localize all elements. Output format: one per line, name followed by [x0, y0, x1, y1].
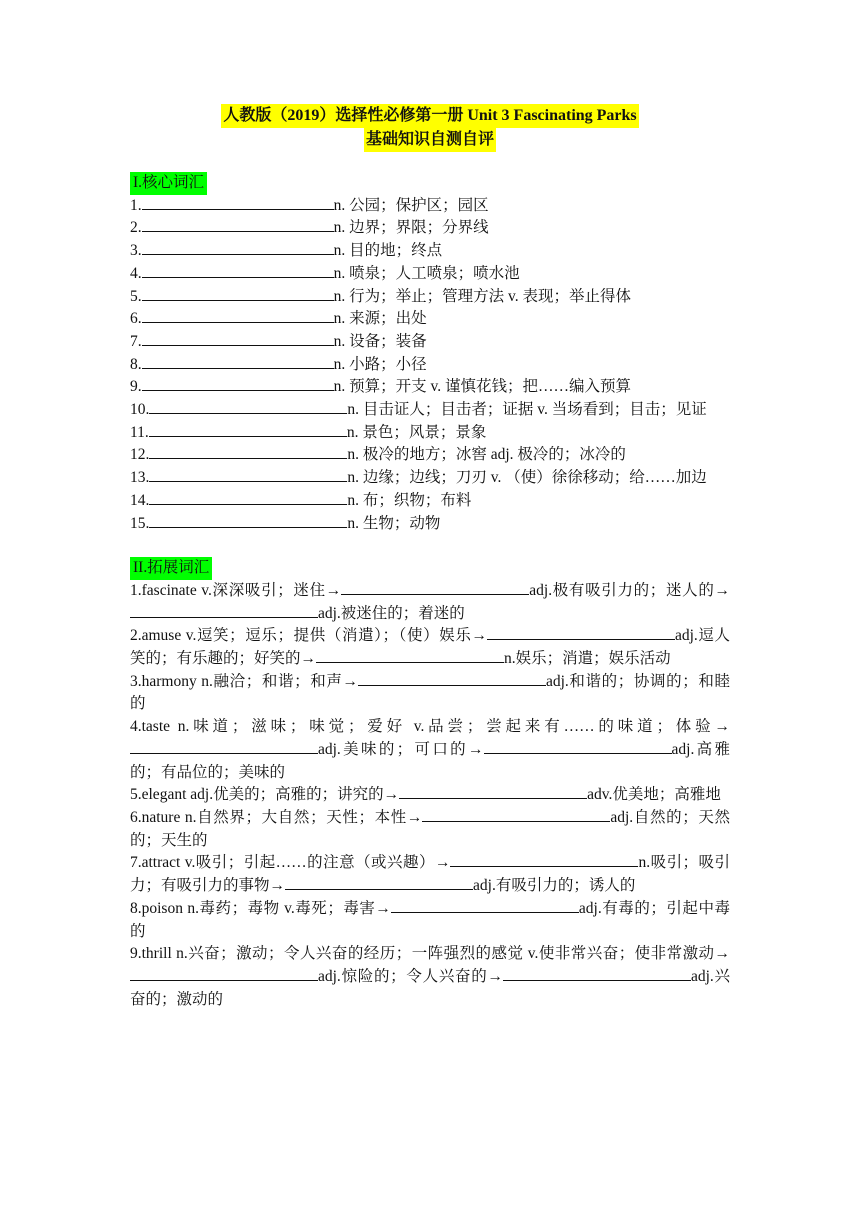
answer-blank[interactable] [142, 263, 334, 278]
title-line-2: 基础知识自测自评 [364, 128, 496, 152]
item-definition: n. 目击证人；目击者；证据 v. 当场看到；目击；见证 [347, 401, 707, 419]
vocab-item [130, 240, 730, 263]
extended-vocab-item [130, 625, 730, 670]
item-number: 9. [130, 378, 142, 396]
answer-blank[interactable] [142, 354, 334, 369]
answer-blank[interactable] [487, 625, 675, 640]
answer-blank[interactable] [149, 513, 347, 528]
item-number: 6. [130, 310, 142, 328]
item-number: 15. [130, 514, 150, 532]
item-definition: n. 预算；开支 v. 谨慎花钱；把……编入预算 [333, 378, 631, 396]
extended-vocab-item [130, 671, 730, 716]
item-definition: n. 目的地；终点 [333, 242, 443, 260]
answer-blank[interactable] [142, 331, 334, 346]
answer-blank[interactable] [285, 875, 473, 890]
item-number: 2. [130, 219, 142, 237]
answer-blank[interactable] [149, 422, 347, 437]
item-text: adj.逗人笑的；有乐趣的；好笑的→ [130, 627, 731, 668]
item-text: adj.被迷住的；着迷的 [318, 604, 465, 622]
answer-blank[interactable] [391, 898, 579, 913]
item-text: 1.fascinate v.深深吸引；迷住→ [130, 581, 342, 599]
vocab-item [130, 490, 730, 513]
item-text: adj.高雅的；有品位的；美味的 [130, 740, 731, 781]
item-text: adj.有吸引力的；诱人的 [473, 877, 636, 895]
item-definition: n. 来源；出处 [333, 310, 427, 328]
vocab-item [130, 444, 730, 467]
item-text: adj.美味的；可口的→ [318, 740, 484, 758]
vocab-item [130, 422, 730, 445]
item-text: adv.优美地；高雅地 [587, 786, 721, 804]
core-vocab-list [130, 195, 730, 536]
item-number: 13. [130, 469, 150, 487]
item-text: n.娱乐；消遣；娱乐活动 [504, 650, 671, 668]
item-definition: n. 边缘；边线；刀刃 v. （使）徐徐移动；给……加边 [347, 469, 707, 487]
answer-blank[interactable] [142, 286, 334, 301]
extended-vocab-item [130, 943, 730, 1011]
item-number: 12. [130, 446, 150, 464]
extended-vocab-list [130, 580, 730, 1011]
item-text: 3.harmony n.融洽；和谐；和声→ [130, 672, 358, 690]
vocab-item [130, 263, 730, 286]
item-definition: n. 景色；风景；景象 [346, 423, 487, 441]
answer-blank[interactable] [422, 807, 610, 822]
answer-blank[interactable] [503, 966, 691, 981]
item-text: 5.elegant adj.优美的；高雅的；讲究的→ [130, 786, 400, 804]
item-number: 10. [130, 401, 150, 419]
answer-blank[interactable] [142, 217, 334, 232]
item-number: 1. [130, 196, 142, 214]
vocab-item [130, 331, 730, 354]
answer-blank[interactable] [130, 739, 318, 754]
vocab-item [130, 354, 730, 377]
item-definition: n. 极冷的地方；冰窖 adj. 极冷的；冰冷的 [347, 446, 626, 464]
vocab-item [130, 467, 730, 490]
section-core-vocab [130, 172, 730, 535]
extended-vocab-item [130, 716, 730, 784]
item-definition: n. 布；织物；布料 [347, 491, 472, 509]
answer-blank[interactable] [142, 308, 334, 323]
answer-blank[interactable] [149, 490, 347, 505]
extended-vocab-item [130, 852, 730, 897]
answer-blank[interactable] [130, 603, 318, 618]
item-text: 7.attract v.吸引；引起……的注意（或兴趣）→ [130, 854, 451, 872]
answer-blank[interactable] [149, 399, 347, 414]
vocab-item [130, 513, 730, 536]
answer-blank[interactable] [316, 648, 504, 663]
item-number: 7. [130, 332, 142, 350]
section-heading: II.拓展词汇 [130, 557, 212, 580]
answer-blank[interactable] [399, 784, 587, 799]
vocab-item [130, 195, 730, 218]
item-text: 4.taste n.味道；滋味；味觉；爱好 v.品尝；尝起来有……的味道；体验→ [130, 718, 730, 736]
item-text: n.吸引；吸引力；有吸引力的事物→ [130, 854, 730, 895]
answer-blank[interactable] [142, 376, 334, 391]
vocab-item [130, 308, 730, 331]
answer-blank[interactable] [358, 671, 546, 686]
item-text: 2.amuse v.逗笑；逗乐；提供（消遣）；（使）娱乐→ [130, 627, 487, 645]
section-heading: I.核心词汇 [130, 172, 207, 195]
answer-blank[interactable] [341, 580, 529, 595]
item-text: 8.poison n.毒药；毒物 v.毒死；毒害→ [130, 899, 391, 917]
item-text: adj.兴奋的；激动的 [130, 967, 731, 1008]
item-definition: n. 设备；装备 [333, 332, 427, 350]
item-text: 6.nature n.自然界；大自然；天性；本性→ [130, 808, 423, 826]
extended-vocab-item [130, 807, 730, 852]
item-text: 9.thrill n.兴奋；激动；令人兴奋的经历；一阵强烈的感觉 v.使非常兴奋；使非常激动→ [130, 945, 730, 963]
item-definition: n. 公园；保护区；园区 [333, 196, 489, 214]
item-text: adj.有毒的；引起中毒的 [130, 899, 730, 940]
item-number: 3. [130, 242, 142, 260]
title-line-1: 人教版（2019）选择性必修第一册 Unit 3 Fascinating Parks [221, 104, 638, 128]
answer-blank[interactable] [149, 467, 347, 482]
item-number: 14. [130, 491, 150, 509]
vocab-item [130, 286, 730, 309]
answer-blank[interactable] [130, 966, 318, 981]
vocab-item [130, 217, 730, 240]
section-extended-vocab [130, 557, 730, 1011]
document-body [130, 172, 730, 1011]
extended-vocab-item [130, 580, 730, 625]
vocab-item [130, 376, 730, 399]
item-number: 4. [130, 264, 142, 282]
item-number: 8. [130, 355, 142, 373]
item-text: adj.自然的；天然的；天生的 [130, 808, 730, 849]
item-text: adj.惊险的；令人兴奋的→ [318, 967, 503, 985]
item-number: 5. [130, 287, 142, 305]
answer-blank[interactable] [484, 739, 672, 754]
item-definition: n. 小路；小径 [333, 355, 427, 373]
answer-blank[interactable] [450, 852, 638, 867]
item-text: adj.极有吸引力的；迷人的→ [529, 581, 730, 599]
item-definition: n. 喷泉；人工喷泉；喷水池 [333, 264, 520, 282]
vocab-item [130, 399, 730, 422]
answer-blank[interactable] [149, 444, 347, 459]
document-title [0, 104, 860, 152]
item-definition: n. 边界；界限；分界线 [333, 219, 489, 237]
item-text: adj.和谐的；协调的；和睦的 [130, 672, 730, 713]
item-number: 11. [130, 423, 149, 441]
extended-vocab-item [130, 784, 730, 807]
item-definition: n. 生物；动物 [347, 514, 441, 532]
item-definition: n. 行为；举止；管理方法 v. 表现；举止得体 [333, 287, 631, 305]
extended-vocab-item [130, 898, 730, 943]
answer-blank[interactable] [142, 240, 334, 255]
answer-blank[interactable] [142, 195, 334, 210]
